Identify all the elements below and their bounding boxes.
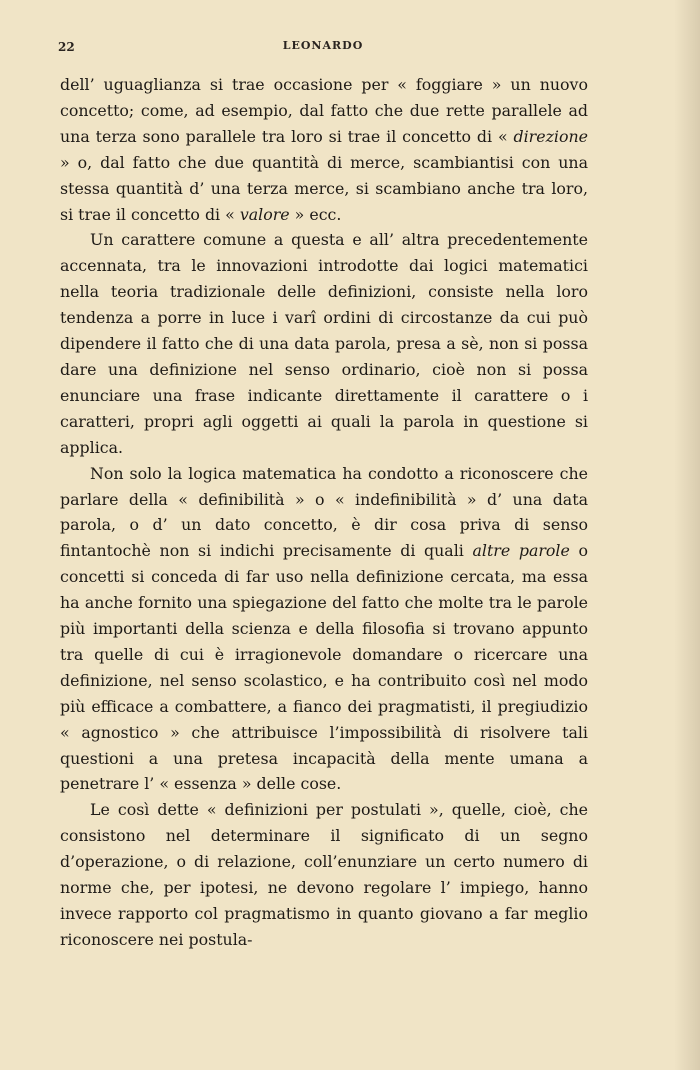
text-run: » ecc.: [289, 204, 342, 224]
text-run: Un carattere comune a questa e all’ altra precedentemente accennata, tra le innovazioni introdotte dai logici matematici nella teoria tradizionale delle definizioni, consiste nella loro tendenza a porre in luce i varî ordini di circostanze da cui può dipendere il fatto che di una data parola, presa a sè, non si possa dare una definizione nel senso ordinario, cioè non si possa enunciare una frase indicante direttamente il carattere o i caratteri, propri agli oggetti ai quali la parola in questione si applica.: [60, 230, 588, 457]
text-run: » o, dal fatto che due quantità di merce, scambiantisi con una stessa quantità d’ una terza merce, si scambiano anche tra loro, si trae il concetto di «: [60, 152, 588, 224]
text-run: o concetti si conceda di far uso nella definizione cercata, ma essa ha anche fornito una spiegazione del fatto che molte tra le parole più importanti della scienza e della filosofia si trovano appunto tra quelle di cui è irragionevole domandare o ricercare una definizione, nel senso scolastico, e ha contribuito così nel modo più efficace a combattere, a fianco dei pragmatisti, il pregiudizio « agnostico » che attribuisce l’impossibilità di risolvere tali questioni a una pretesa incapacità della mente umana a penetrare l’ « essenza » delle cose.: [60, 541, 588, 794]
text-run: Non solo la logica matematica ha condotto a riconoscere che parlare della « definibilità » o « indefinibilità » d’ una data parola, o d’ un dato concetto, è dir cosa priva di senso fintantochè non si indichi precisamente di quali: [60, 463, 588, 561]
page-gutter-shadow: [674, 0, 700, 1070]
italic-term: altre parole: [472, 541, 570, 561]
text-run: Le così dette « definizioni per postulati », quelle, cioè, che consistono nel determinare il significato di un segno d’operazione, o di relazione, coll’enunziare un certo numero di norme che, per ipotesi, ne devono regolare l’ impiego, hanno invece rapporto col pragmatismo in quanto giovano a far meglio riconoscere nei postula-: [60, 800, 588, 949]
paragraph: [60, 797, 588, 952]
running-head: LEONARDO: [282, 39, 364, 52]
body-text: [60, 72, 588, 953]
text-run: dell’ uguaglianza si trae occasione per « foggiare » un nuovo concetto; come, ad esempio, dal fatto che due rette parallele ad una terza sono parallele tra loro si trae il concetto di «: [60, 75, 588, 146]
paragraph: [60, 461, 588, 798]
page-header: [58, 34, 588, 58]
paragraph: [60, 72, 588, 227]
page-number: 22: [58, 40, 75, 54]
italic-term: direzione: [513, 126, 588, 146]
italic-term: valore: [239, 204, 290, 224]
paragraph: [60, 227, 588, 460]
